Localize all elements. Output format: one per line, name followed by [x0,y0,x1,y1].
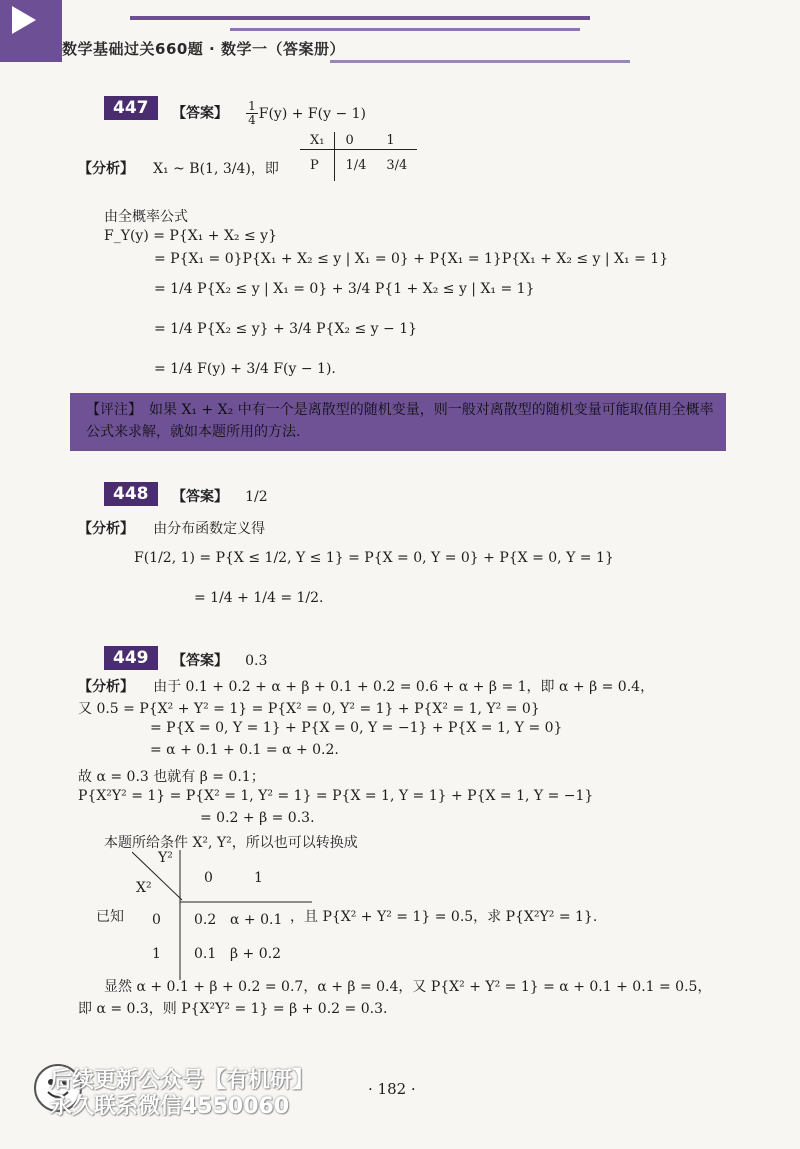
answer-value [245,99,366,127]
known-label: 已知 [96,909,124,925]
analysis-text: 由于 0.1 + 0.2 + α + β + 0.1 + 0.2 = 0.6 + α + β = 1，即 α + β = 0.4， [153,679,655,695]
answer-tag: 【答案】 [172,489,228,505]
column-label: 1 [254,870,263,886]
header-band [130,16,590,20]
text-line: 故 α = 0.3 也就有 β = 0.1； [78,769,265,785]
joint-distribution-table [132,830,312,980]
question-number: 449 [104,646,158,670]
derivation-line: = 1/4 P{X₂ ≤ y | X₁ = 0} + 3/4 P{1 + X₂ ≤ y | X₁ = 1} [154,281,535,297]
answer-value: 1/2 [245,489,268,505]
answer-text: F(y) + F(y − 1) [258,105,366,122]
derivation-line: 又 0.5 = P{X² + Y² = 1} = P{X² = 0, Y² = 1} + P{X² = 1, Y² = 0} [78,701,540,717]
table-cell: 0 [335,132,376,150]
remark-box: 【评注】 如果 X₁ + X₂ 中有一个是离散型的随机变量，则一般对离散型的随机变量可能取值用全概率公式来求解，就如本题所用的方法. [70,393,726,451]
text-line: 显然 α + 0.1 + β + 0.2 = 0.7，α + β = 0.4，又 P{X² + Y² = 1} = α + 0.1 + 0.1 = 0.5， [104,979,712,995]
derivation-line: = α + 0.1 + 0.1 = α + 0.2. [150,742,339,758]
answer-tag: 【答案】 [172,653,228,669]
text-line: 即 α = 0.3，则 P{X²Y² = 1} = β + 0.2 = 0.3. [78,1001,388,1017]
table-cell: 1 [376,132,417,150]
table-cell: P [300,150,335,182]
answer-line [172,650,267,670]
table-cell: X₁ [300,132,335,150]
analysis-tag: 【分析】 [78,161,134,177]
watermark-line: 永久联系微信4550060 [50,1094,290,1119]
header-corner-block [0,0,62,62]
derivation-line: = 1/4 P{X₂ ≤ y} + 3/4 P{X₂ ≤ y − 1} [154,321,418,337]
header-band [230,28,580,31]
answer-line [172,100,366,127]
table-cell: α + 0.1 [230,912,283,928]
table-cell: β + 0.2 [230,946,281,962]
column-label: 0 [204,870,213,886]
analysis-tag: 【分析】 [78,679,134,695]
question-number: 448 [104,482,158,506]
analysis-text: X₁ ~ B(1, 3/4)，即 [153,161,279,177]
column-header: Y² [158,850,173,866]
table-cell: 0.2 [194,912,217,928]
table-cell: 3/4 [386,158,408,173]
watermark-line: 后续更新公众号【有机研】 [50,1068,315,1093]
derivation-line: F(1/2, 1) = P{X ≤ 1/2, Y ≤ 1} = P{X = 0, Y = 0} + P{X = 0, Y = 1} [134,550,614,566]
row-header: X² [136,880,152,896]
analysis-line [78,158,279,178]
derivation-line: = P{X = 0, Y = 1} + P{X = 0, Y = −1} + P{X = 1, Y = 0} [150,720,563,736]
watermark [50,1068,314,1120]
answer-line [172,486,268,506]
derivation-line: = 1/4 + 1/4 = 1/2. [194,590,324,606]
derivation-line: P{X²Y² = 1} = P{X² = 1, Y² = 1} = P{X = 1, Y = 1} + P{X = 1, Y = −1} [78,788,594,804]
header-band [330,60,630,63]
analysis-line [78,676,654,696]
distribution-table [300,132,417,181]
analysis-text: 由分布函数定义得 [153,521,266,537]
derivation-line: = P{X₁ = 0}P{X₁ + X₂ ≤ y | X₁ = 0} + P{X₁ = 1}P{X₁ + X₂ ≤ y | X₁ = 1} [154,251,669,267]
row-label: 0 [152,912,161,928]
derivation-line: = 1/4 F(y) + 3/4 F(y − 1). [154,361,336,377]
table-cell: 0.1 [194,946,217,962]
row-label: 1 [152,946,161,962]
analysis-line [78,518,265,538]
analysis-tag: 【分析】 [78,521,134,537]
question-number: 447 [104,96,158,120]
text-line: 由全概率公式 [104,209,188,225]
derivation-line: = 0.2 + β = 0.3. [200,810,315,826]
text-line: ，且 P{X² + Y² = 1} = 0.5，求 P{X²Y² = 1}. [290,909,598,925]
table-cell: 1/4 [345,158,367,173]
fraction: $\frac{1}{4}$ [248,99,256,127]
answer-value: 0.3 [245,653,268,669]
answer-tag: 【答案】 [172,105,228,122]
page-number: · 182 · [368,1080,416,1098]
running-title: 数学基础过关660题 · 数学一（答案册） [62,40,345,58]
derivation-line: F_Y(y) = P{X₁ + X₂ ≤ y} [104,228,277,244]
play-triangle-icon [12,6,36,34]
text-line: 本题所给条件 X², Y²，所以也可以转换成 [104,835,358,851]
